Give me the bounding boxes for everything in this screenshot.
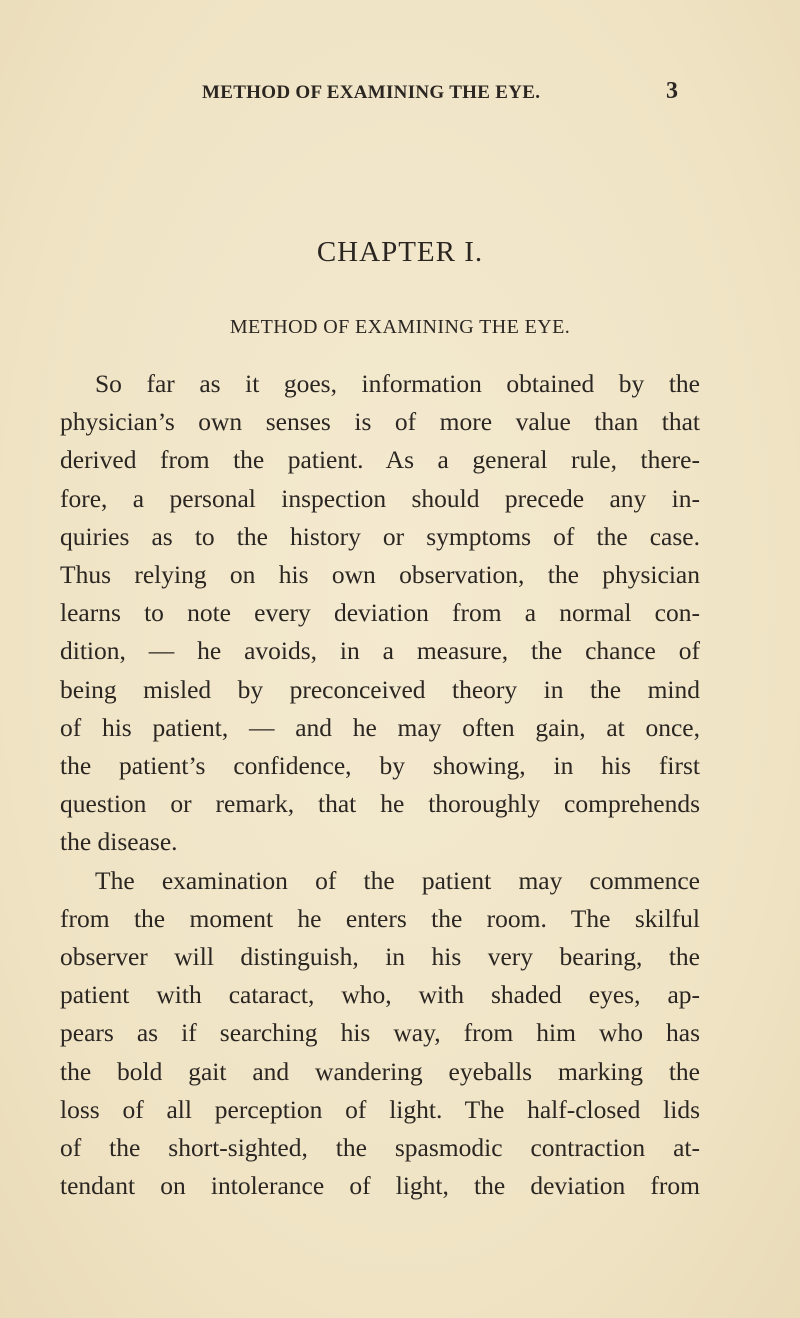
text-line: the disease. <box>60 827 178 857</box>
text-line: of his patient, — and he may often gain, at once, <box>60 712 700 742</box>
text-line: tendant on intolerance of light, the deviation from <box>60 1171 700 1201</box>
text-line: fore, a personal inspection should precede any in- <box>60 483 700 513</box>
chapter-number: CHAPTER I. <box>316 236 484 268</box>
text-line: observer will distinguish, in his very bearing, the <box>60 942 700 972</box>
text-line: from the moment he enters the room. The skilful <box>60 903 700 933</box>
chapter-title: METHOD OF EXAMINING THE EYE. <box>229 316 571 338</box>
text-line: loss of all perception of light. The half-closed lids <box>60 1094 700 1124</box>
text-line: of the short-sighted, the spasmodic contraction at- <box>60 1133 700 1163</box>
running-title: METHOD OF EXAMINING THE EYE. <box>202 82 541 103</box>
text-line: being misled by preconceived theory in the mind <box>60 674 700 704</box>
running-header <box>0 78 800 112</box>
text-line: question or remark, that he thoroughly comprehends <box>60 789 700 819</box>
text-line: So far as it goes, information obtained by the <box>95 369 700 398</box>
text-line: quiries as to the history or symptoms of the case. <box>60 521 700 551</box>
text-line: learns to note every deviation from a normal con- <box>60 598 700 628</box>
text-line: the patient’s confidence, by showing, in his first <box>60 751 700 781</box>
text-line: derived from the patient. As a general rule, there- <box>60 445 700 475</box>
text-line: dition, — he avoids, in a measure, the chance of <box>60 636 700 666</box>
page-number: 3 <box>666 78 678 104</box>
body-text <box>60 365 700 1205</box>
text-line: Thus relying on his own observation, the physician <box>60 560 700 590</box>
text-line: the bold gait and wandering eyeballs marking the <box>60 1056 700 1086</box>
text-line: The examination of the patient may commence <box>95 865 700 895</box>
text-line: physician’s own senses is of more value than that <box>60 407 700 437</box>
text-line: patient with cataract, who, with shaded eyes, ap- <box>60 980 700 1010</box>
text-line: pears as if searching his way, from him who has <box>60 1018 700 1048</box>
